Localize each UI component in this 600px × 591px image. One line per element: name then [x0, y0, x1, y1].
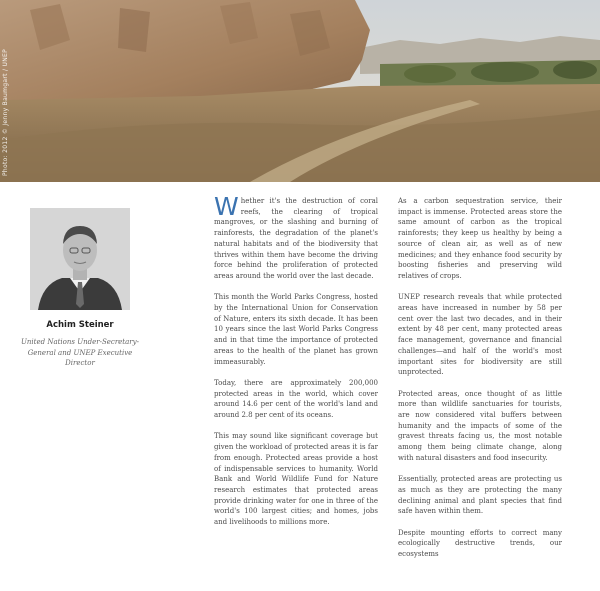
article-paragraph: Protected areas, once thought of as little more than wildlife sanctuaries for tourists, are now considered vital buffers between humanity and the impacts of some of the gravest threats facing us, the most notable among them being climate change, along with natural disasters and food insecurity.	[398, 389, 562, 462]
author-title: United Nations Under-Secretary-General and UNEP Executive Director	[21, 338, 139, 367]
article-paragraph: Despite mounting efforts to correct many ecologically destructive trends, our ecosystems	[398, 528, 562, 559]
portrait-illustration	[30, 208, 130, 310]
hero-photo	[0, 0, 600, 182]
article-paragraph: As a carbon sequestration service, their impact is immense. Protected areas store the same amount of carbon as the tropical rainforests; they keep us healthy by being a source of clean air, as well as of new medicines; and they enhance food security by boosting fisheries and preserving wild relatives of crops.	[398, 197, 562, 280]
article-paragraph: This month the World Parks Congress, hosted by the International Union for Conservation of Nature, enters its sixth decade. It has been 10 years since the last World Parks Congress and in that time the importance of protected areas to the health of the planet has grown immeasurably.	[214, 293, 378, 366]
article-column-right	[398, 196, 562, 571]
drop-cap: W	[214, 192, 239, 221]
landscape-illustration	[0, 0, 600, 182]
article-paragraph	[214, 192, 378, 282]
article-column-middle	[214, 192, 378, 538]
article-text: hether it's the destruction of coral reefs, the clearing of tropical mangroves, or the slashing and burning of rainforests, the degradation of the planet's natural habitats and of the biodiversity that thrives within them have become the driving force behind the proliferation of protected areas around the world over the last decade.	[214, 197, 378, 280]
photo-credit: Photo: 2012 © Jenny Baumgart / UNEP	[2, 48, 9, 176]
author-name: Achim Steiner	[46, 320, 114, 330]
article-paragraph: This may sound like significant coverage but given the workload of protected areas it is far from enough. Protected areas provide a host of indispensable services to humanity. World Bank and World Wildlife Fund for Nature research estimates that protected areas provide drinking water for one in three of the world's 100 largest cities; and homes, jobs and livelihoods to millions more.	[214, 432, 378, 527]
author-portrait	[30, 208, 130, 310]
article-paragraph: UNEP research reveals that while protected areas have increased in number by 58 per cent over the last two decades, and in their extent by 48 per cent, many protected areas face management, governance and financial challenges—and half of the world's most important sites for biodiversity are still unprotected.	[398, 293, 562, 377]
article-paragraph: Essentially, protected areas are protecting us as much as they are protecting the many declining animal and plant species that find safe haven within them.	[398, 475, 562, 516]
article-paragraph: Today, there are approximately 200,000 protected areas in the world, which cover around 14.6 per cent of the world's land and around 2.8 per cent of its oceans.	[214, 378, 378, 420]
